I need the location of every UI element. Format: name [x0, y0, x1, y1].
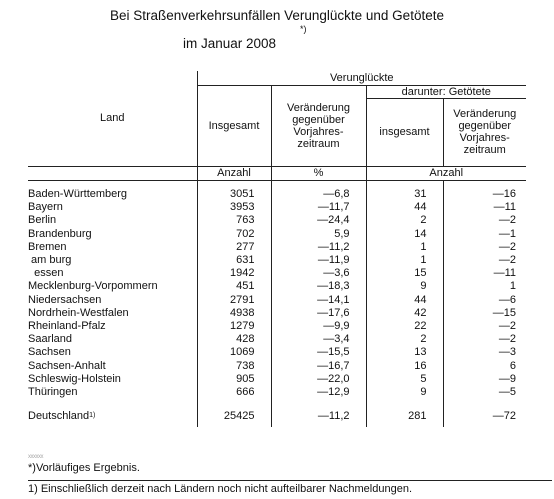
row-getoetete: 44 [366, 294, 443, 307]
row-veraenderung: —12,9 [271, 386, 366, 399]
table-row [28, 359, 526, 372]
row-veraenderung: —17,6 [271, 307, 366, 320]
row-land: Sachsen [28, 346, 71, 359]
row-getoetete-veraenderung: —11 [443, 267, 526, 280]
row-getoetete: 13 [366, 346, 443, 359]
row-land: Bremen [28, 240, 67, 253]
row-veraenderung: —11,2 [271, 241, 366, 254]
row-land: Nordrhein-Westfalen [28, 306, 129, 319]
row-getoetete-veraenderung: —2 [443, 214, 526, 227]
header-insgesamt-getoetete: insgesamt [366, 98, 443, 166]
header-veraenderung: Veränderung gegenüber Vorjahres-zeitraum [271, 85, 366, 166]
row-getoetete-veraenderung: —16 [443, 188, 526, 201]
table-subtitle: im Januar 2008 [183, 36, 277, 51]
total-getoetete-veraenderung: —72 [443, 410, 526, 423]
table-row [28, 241, 526, 254]
table-row [28, 254, 526, 267]
header-land: Land [28, 71, 197, 166]
unit-anzahl-getoetete: Anzahl [366, 166, 526, 180]
row-getoetete-veraenderung: —2 [443, 241, 526, 254]
filler-marks: xxxxxx [28, 454, 43, 460]
row-insgesamt: 702 [197, 228, 271, 241]
row-insgesamt: 905 [197, 373, 271, 386]
row-veraenderung: —11,9 [271, 254, 366, 267]
row-insgesamt: 631 [197, 254, 271, 267]
table-row [28, 320, 526, 333]
header-insgesamt: Insgesamt [197, 85, 271, 166]
row-getoetete: 9 [366, 386, 443, 399]
row-getoetete-veraenderung: —2 [443, 320, 526, 333]
row-insgesamt: 1279 [197, 320, 271, 333]
row-insgesamt: 3953 [197, 201, 271, 214]
row-insgesamt: 4938 [197, 307, 271, 320]
row-land: essen [28, 267, 64, 280]
row-veraenderung: 5,9 [271, 228, 366, 241]
row-getoetete-veraenderung: 6 [443, 359, 526, 372]
title-footnote-mark: *) [300, 24, 307, 34]
row-getoetete-veraenderung: —2 [443, 254, 526, 267]
row-veraenderung: —22,0 [271, 373, 366, 386]
row-getoetete: 9 [366, 280, 443, 293]
row-land: Brandenburg [28, 227, 92, 240]
row-insgesamt: 277 [197, 241, 271, 254]
table-row [28, 307, 526, 320]
row-land: Sachsen-Anhalt [28, 359, 106, 372]
row-land: am burg [28, 254, 72, 267]
row-insgesamt: 428 [197, 333, 271, 346]
row-getoetete: 2 [366, 214, 443, 227]
table-row [28, 201, 526, 214]
row-veraenderung: —14,1 [271, 294, 366, 307]
total-insgesamt: 25425 [197, 410, 271, 423]
footnote-one: 1) Einschließlich derzeit nach Ländern noch nicht aufteilbarer Nachmeldungen. [28, 480, 552, 495]
table-row [28, 294, 526, 307]
row-getoetete-veraenderung: —3 [443, 346, 526, 359]
header-darunter-getoetete: darunter: Getötete [366, 85, 526, 98]
footnote-star: *)Vorläufiges Ergebnis. [28, 462, 140, 474]
unit-anzahl: Anzahl [197, 166, 271, 180]
row-insgesamt: 763 [197, 214, 271, 227]
row-getoetete-veraenderung: —6 [443, 294, 526, 307]
unit-percent: % [271, 166, 366, 180]
row-getoetete-veraenderung: —15 [443, 307, 526, 320]
table-row [28, 267, 526, 280]
total-veraenderung: —11,2 [271, 410, 366, 423]
row-land: Rheinland-Pfalz [28, 319, 106, 332]
accident-table [28, 71, 526, 427]
row-insgesamt: 451 [197, 280, 271, 293]
row-getoetete: 5 [366, 373, 443, 386]
row-veraenderung: —9,9 [271, 320, 366, 333]
table-row [28, 228, 526, 241]
total-getoetete: 281 [366, 410, 443, 423]
row-getoetete: 16 [366, 359, 443, 372]
table-row [28, 386, 526, 399]
table-row [28, 346, 526, 359]
row-veraenderung: —6,8 [271, 188, 366, 201]
header-verunglueckte: Verunglückte [197, 71, 526, 85]
row-veraenderung: —11,7 [271, 201, 366, 214]
row-getoetete-veraenderung: —1 [443, 228, 526, 241]
header-veraenderung-getoetete: Veränderung gegenüber Vorjahres-zeitraum [443, 98, 526, 166]
row-land: Berlin [28, 214, 57, 227]
table-row [28, 188, 526, 201]
row-getoetete-veraenderung: 1 [443, 280, 526, 293]
row-veraenderung: —16,7 [271, 359, 366, 372]
table-row [28, 333, 526, 346]
row-getoetete: 2 [366, 333, 443, 346]
row-getoetete: 1 [366, 254, 443, 267]
row-insgesamt: 2791 [197, 294, 271, 307]
row-land: Bayern [28, 201, 63, 214]
row-insgesamt: 3051 [197, 188, 271, 201]
row-veraenderung: —15,5 [271, 346, 366, 359]
row-getoetete: 42 [366, 307, 443, 320]
row-veraenderung: —3,6 [271, 267, 366, 280]
row-veraenderung: —18,3 [271, 280, 366, 293]
row-getoetete-veraenderung: —9 [443, 373, 526, 386]
row-land: Niedersachsen [28, 293, 102, 306]
row-getoetete: 15 [366, 267, 443, 280]
row-insgesamt: 1942 [197, 267, 271, 280]
row-getoetete: 1 [366, 241, 443, 254]
row-land: Saarland [28, 333, 73, 346]
row-getoetete: 31 [366, 188, 443, 201]
table-row-total [28, 410, 526, 423]
row-land: Mecklenburg-Vorpommern [28, 280, 158, 293]
row-veraenderung: —24,4 [271, 214, 366, 227]
row-land: Thüringen [28, 385, 78, 398]
row-getoetete: 14 [366, 228, 443, 241]
table-row [28, 373, 526, 386]
row-insgesamt: 1069 [197, 346, 271, 359]
total-land: Deutschland$^{1)}$ [28, 410, 96, 423]
row-land: Baden-Württemberg [28, 188, 128, 201]
row-getoetete-veraenderung: —5 [443, 386, 526, 399]
row-veraenderung: —3,4 [271, 333, 366, 346]
row-insgesamt: 738 [197, 359, 271, 372]
row-insgesamt: 666 [197, 386, 271, 399]
row-getoetete: 44 [366, 201, 443, 214]
row-getoetete-veraenderung: —2 [443, 333, 526, 346]
row-land: Schleswig-Holstein [28, 372, 121, 385]
table-title: Bei Straßenverkehrsunfällen Verunglückte und Getötete [110, 8, 444, 23]
unit-empty [28, 166, 197, 180]
table-row [28, 214, 526, 227]
table-row [28, 280, 526, 293]
row-getoetete-veraenderung: —11 [443, 201, 526, 214]
row-getoetete: 22 [366, 320, 443, 333]
